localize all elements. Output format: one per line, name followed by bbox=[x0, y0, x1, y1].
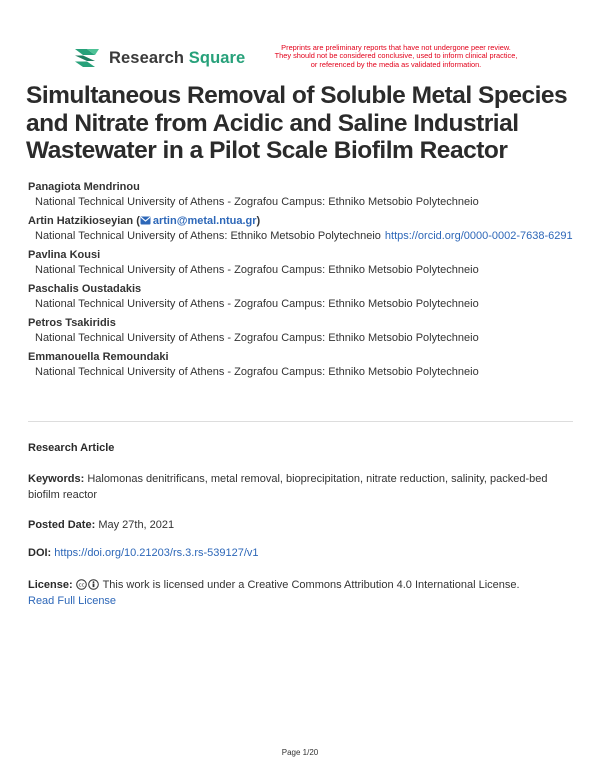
author-affiliation: National Technical University of Athens - Zografou Campus: Ethniko Metsobio Polytechneio bbox=[35, 366, 479, 378]
paper-title: Simultaneous Removal of Soluble Metal Species and Nitrate from Acidic and Saline Industrial Wastewater in a Pilot Scale Biofilm Reactor bbox=[26, 82, 568, 164]
doi-label: DOI: bbox=[28, 547, 52, 559]
keywords bbox=[28, 471, 576, 503]
page-number: Page 1/20 bbox=[281, 748, 319, 757]
divider bbox=[28, 421, 573, 422]
author-name: Paschalis Oustadakis bbox=[28, 283, 142, 295]
doi bbox=[28, 545, 576, 561]
notice-line: They should not be considered conclusive, used to inform clinical practice, bbox=[274, 51, 518, 61]
author-name: Panagiota Mendrinou bbox=[28, 181, 140, 193]
notice-line: or referenced by the media as validated information. bbox=[310, 59, 482, 69]
author-affiliation: National Technical University of Athens - Zografou Campus: Ethniko Metsobio Polytechneio bbox=[35, 332, 479, 344]
author-name: Emmanouella Remoundaki bbox=[28, 351, 169, 363]
read-full-license-link[interactable]: Read Full License bbox=[28, 595, 117, 607]
preprint-notice bbox=[258, 44, 534, 69]
email-link[interactable]: artin@metal.ntua.gr bbox=[140, 215, 257, 227]
keywords-label: Keywords: bbox=[28, 473, 85, 485]
posted-date-label: Posted Date: bbox=[28, 519, 96, 531]
research-square-logo-icon bbox=[73, 46, 103, 70]
author-list bbox=[28, 180, 576, 384]
author-name: Petros Tsakiridis bbox=[28, 317, 116, 329]
posted-date-value: May 27th, 2021 bbox=[98, 519, 175, 531]
keywords-text: Halomonas denitrificans, metal removal, bioprecipitation, nitrate reduction, salinity, packed-bed biofilm reactor bbox=[28, 473, 548, 501]
creative-commons-icon bbox=[76, 579, 100, 590]
author-affiliation: National Technical University of Athens - Zografou Campus: Ethniko Metsobio Polytechneio bbox=[35, 196, 479, 208]
author-affiliation: National Technical University of Athens: Ethniko Metsobio Polytechneio https://orcid.org/0000-0002-7638-6291 bbox=[35, 230, 573, 242]
orcid-link[interactable]: https://orcid.org/0000-0002-7638-6291 bbox=[384, 230, 573, 242]
research-square-logo[interactable] bbox=[73, 46, 245, 70]
brand-name: Research Square bbox=[109, 48, 246, 67]
article-type: Research Article bbox=[28, 442, 115, 454]
author-name-corresponding: Artin Hatzikioseyian ( artin@metal.ntua.gr) bbox=[28, 215, 261, 227]
posted-date bbox=[28, 517, 576, 533]
svg-text:cc: cc bbox=[78, 582, 85, 589]
license-text: This work is licensed under a Creative Commons Attribution 4.0 International License. bbox=[102, 579, 520, 591]
author-name: Pavlina Kousi bbox=[28, 249, 101, 261]
license-label: License: bbox=[28, 579, 73, 591]
author-affiliation: National Technical University of Athens - Zografou Campus: Ethniko Metsobio Polytechneio bbox=[35, 298, 479, 310]
notice-line: Preprints are preliminary reports that have not undergone peer review. bbox=[281, 43, 511, 52]
envelope-icon bbox=[140, 216, 151, 225]
license bbox=[28, 577, 576, 609]
doi-link[interactable]: https://doi.org/10.21203/rs.3.rs-539127/v1 bbox=[54, 547, 259, 559]
author-affiliation: National Technical University of Athens - Zografou Campus: Ethniko Metsobio Polytechneio bbox=[35, 264, 479, 276]
